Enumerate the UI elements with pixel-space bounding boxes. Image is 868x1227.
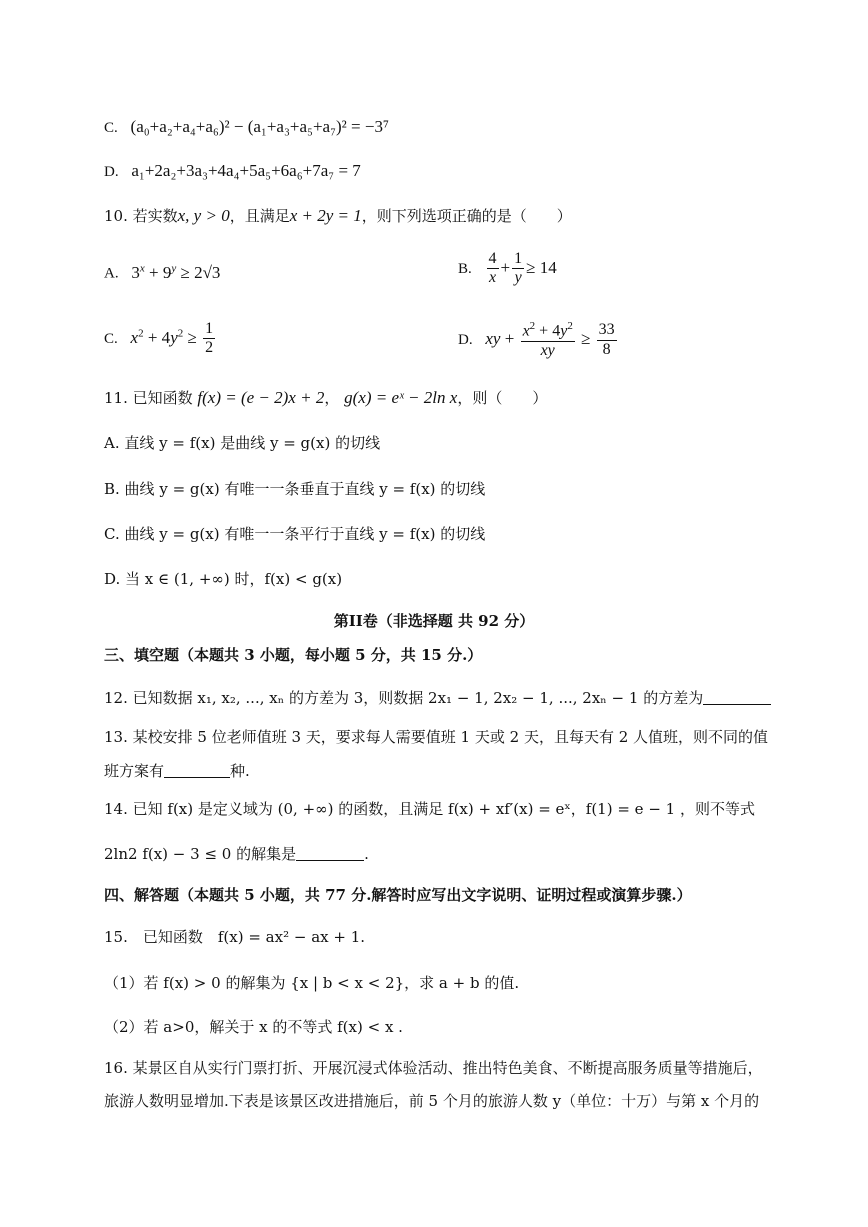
q10-option-b-label: B. <box>458 260 472 277</box>
q13-line2 <box>104 762 250 780</box>
q14-line2-suffix: . <box>364 845 369 863</box>
q14-line1: 14. 已知 f(x) 是定义域为 (0, +∞) 的函数，且满足 f(x) + xf′(x) = eˣ，f(1) = e − 1 ，则不等式 <box>104 800 755 818</box>
q9-option-c <box>104 117 389 137</box>
part2-title: 第II卷（非选择题 共 92 分） <box>333 612 535 630</box>
q10-option-c-label: C. <box>104 330 118 347</box>
q13-line2-suffix: 种. <box>230 762 250 780</box>
q16-text: 16. 某景区自从实行门票打折、开展沉浸式体验活动、推出特色美食、不断提高服务质量等措施后，旅游人数明显增加.下表是该景区改进措施后，前 5 个月的旅游人数 y（单位：十万）与第 x 个月的 <box>104 1059 763 1110</box>
section3-title: 三、填空题（本题共 3 小题，每小题 5 分，共 15 分.） <box>104 646 483 664</box>
q12 <box>104 689 771 707</box>
q11-stem-f: f(x) = (e − 2)x + 2 <box>197 388 325 407</box>
q14-line2-prefix: 2ln2 f(x) − 3 ≤ 0 的解集是 <box>104 845 297 863</box>
q15-part2: （2）若 a>0，解关于 x 的不等式 f(x) < x . <box>104 1018 403 1036</box>
q10-stem <box>104 206 572 226</box>
q10-option-d-label: D. <box>458 331 473 348</box>
q12-answer-blank[interactable] <box>703 690 771 705</box>
q11-option-a: A. 直线 y = f(x) 是曲线 y = g(x) 的切线 <box>104 434 381 452</box>
q13-line1: 13. 某校安排 5 位老师值班 3 天，要求每人需要值班 1 天或 2 天，且每天有 2 人值班，则不同的值 <box>104 728 769 746</box>
q11-stem-g: g(x) = eˣ − 2ln x <box>344 388 458 407</box>
q11-stem-sep: ， <box>324 389 340 407</box>
q9-option-c-math: (a₀+a₂+a₄+a₆)² − (a₁+a₃+a₅+a₇)² = −3⁷ <box>130 117 389 136</box>
q10-option-a: A. $3^x + 9^y \ge 2√3$ <box>104 262 221 282</box>
q11-option-c: C. 曲线 y = g(x) 有唯一一条平行于直线 y = f(x) 的切线 <box>104 525 486 543</box>
q15-stem: 15. 已知函数 f(x) = ax² − ax + 1. <box>104 928 366 946</box>
q13-line2-prefix: 班方案有 <box>104 762 165 780</box>
q15-part1: （1）若 f(x) > 0 的解集为 {x | b < x < 2}，求 a + b 的值. <box>104 974 520 992</box>
q10-stem-math2: x + 2y = 1 <box>289 206 362 225</box>
q10-option-c: C. $x^2 + 4y^2$ ≥ $\frac{1}{2}$ <box>104 320 214 357</box>
q14-line2 <box>104 845 369 863</box>
q10-stem-math1: x, y > 0 <box>177 206 230 225</box>
q10-option-a-label: A. <box>104 265 119 282</box>
section4-title: 四、解答题（本题共 5 小题，共 77 分.解答时应写出文字说明、证明过程或演算步骤.） <box>104 886 692 904</box>
q10-option-d: D. xy + $\frac{x^2 + 4y^2}{xy}$ ≥ $\frac{33}{8}$ <box>458 320 615 359</box>
q10-stem-mid: ，且满足 <box>229 207 290 225</box>
q9-option-d <box>104 161 361 181</box>
q11-stem-prefix: 11. 已知函数 <box>104 389 193 407</box>
q11-option-d: D. 当 x ∈ (1, +∞) 时，f(x) < g(x) <box>104 570 343 588</box>
q13-answer-blank[interactable] <box>164 763 230 778</box>
q9-option-d-math: a₁+2a₂+3a₃+4a₄+5a₅+6a₆+7a₇ = 7 <box>131 161 361 180</box>
q9-option-c-label: C. <box>104 120 118 136</box>
q12-text: 12. 已知数据 x₁, x₂, ..., xₙ 的方差为 3，则数据 2x₁ − 1, 2x₂ − 1, ..., 2xₙ − 1 的方差为 <box>104 689 704 707</box>
q10-stem-suffix: ，则下列选项正确的是（ ） <box>361 207 572 225</box>
q11-stem <box>104 388 547 408</box>
q11-stem-suffix: ，则（ ） <box>457 389 548 407</box>
q9-option-d-label: D. <box>104 164 119 180</box>
q11-option-b: B. 曲线 y = g(x) 有唯一一条垂直于直线 y = f(x) 的切线 <box>104 480 486 498</box>
q10-stem-prefix: 10. 若实数 <box>104 207 178 225</box>
q14-answer-blank[interactable] <box>296 846 364 861</box>
q10-option-b: B. $\frac{4}{x}$ + $\frac{1}{y}$ ≥ 14 <box>458 250 557 287</box>
